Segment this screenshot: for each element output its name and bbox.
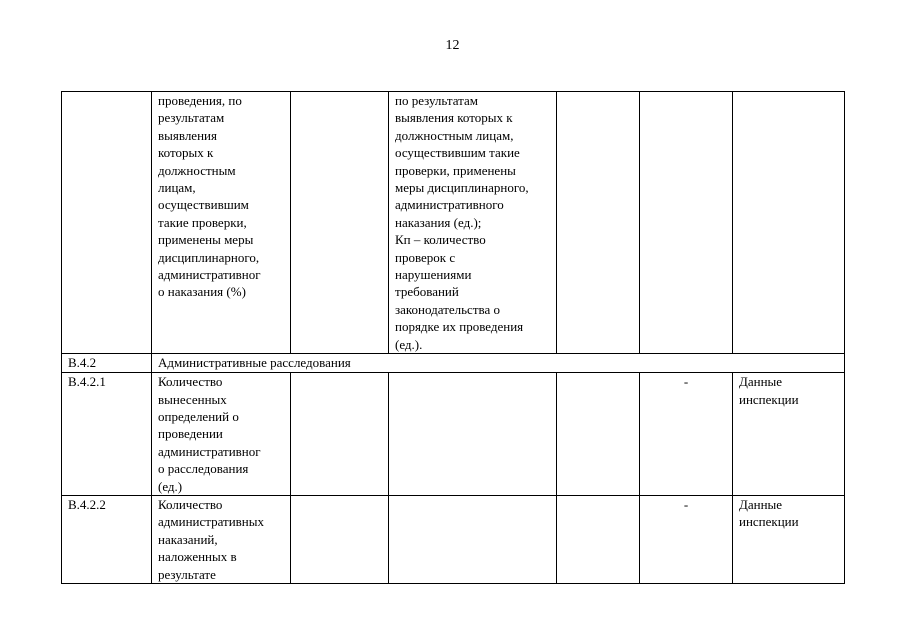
cell-source: Данные инспекции [733, 373, 845, 496]
cell-formula [389, 495, 557, 583]
cell-value: - [640, 495, 733, 583]
cell-value [640, 92, 733, 354]
section-code: B.4.2 [62, 354, 152, 373]
cell-code [62, 92, 152, 354]
cell-source [733, 92, 845, 354]
cell-indicator: проведения, по результатам выявления которых к должностным лицам, осуществившим такие проверки, применены меры дисциплинарного, административног о наказания (%) [152, 92, 291, 354]
table-row-section [62, 354, 845, 373]
section-title: Административные расследования [152, 354, 845, 373]
cell-code: B.4.2.2 [62, 495, 152, 583]
table-row-continuation [62, 92, 845, 354]
cell-empty [557, 373, 640, 496]
cell-code: B.4.2.1 [62, 373, 152, 496]
table-row [62, 373, 845, 496]
cell-formula [389, 373, 557, 496]
cell-source: Данные инспекции [733, 495, 845, 583]
cell-empty [291, 495, 389, 583]
cell-empty [291, 92, 389, 354]
cell-empty [557, 495, 640, 583]
cell-indicator: Количество административных наказаний, наложенных в результате [152, 495, 291, 583]
indicators-table [61, 91, 845, 584]
cell-formula: по результатам выявления которых к должностным лицам, осуществившим такие проверки, применены меры дисциплинарного, административного наказания (ед.); Кп – количество проверок с нарушениями требований законодательства о порядке их проведения (ед.). [389, 92, 557, 354]
page-number: 12 [445, 38, 460, 53]
cell-indicator: Количество вынесенных определений о проведении административног о расследования (ед.) [152, 373, 291, 496]
cell-value: - [640, 373, 733, 496]
table-row [62, 495, 845, 583]
cell-empty [557, 92, 640, 354]
cell-empty [291, 373, 389, 496]
